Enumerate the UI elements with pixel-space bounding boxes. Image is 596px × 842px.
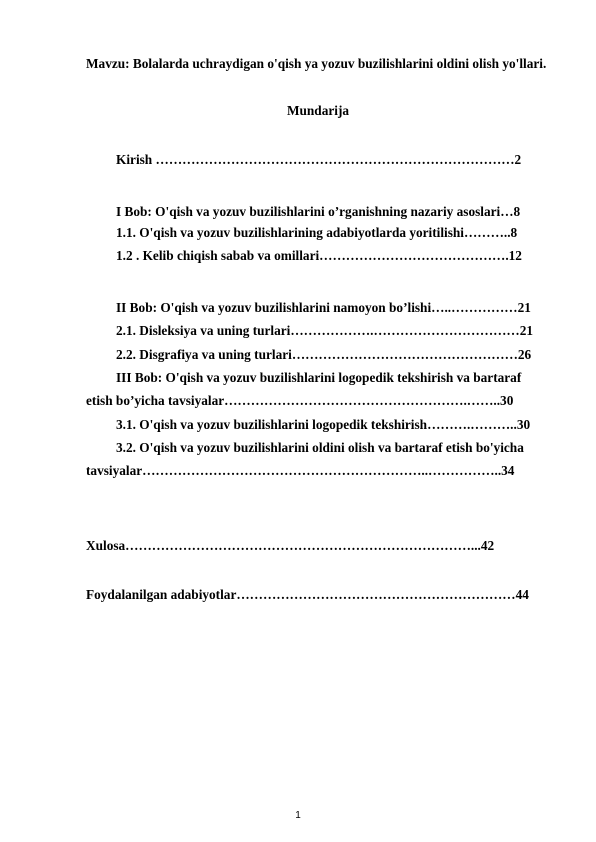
toc-entry-chapter-3-line-1: III Bob: O'qish va yozuv buzilishlarini logopedik tekshirish va bartaraf	[116, 370, 522, 385]
toc-entry-section-1-1: 1.1. O'qish va yozuv buzilishlarining adabiyotlarda yoritilishi………..8	[116, 225, 518, 240]
toc-entry-section-3-2-line-2: tavsiyalar………………………………………………………..……………..34	[86, 463, 515, 478]
document-topic: Mavzu: Bolalarda uchraydigan o'qish ya yozuv buzilishlarini oldini olish yo'llari.	[86, 56, 547, 71]
toc-entry-chapter-1: I Bob: O'qish va yozuv buzilishlarini o’rganishning nazariy asoslari…8	[116, 204, 521, 219]
toc-entry-section-2-1: 2.1. Disleksiya va uning turlari……………….……………………………21	[116, 323, 534, 338]
toc-entry-references: Foydalanilgan adabiyotlar………………………………………………………44	[86, 587, 529, 602]
toc-entry-chapter-3-line-2: etish bo’yicha tavsiyalar……………………………………………….……..30	[86, 393, 514, 408]
toc-entry-section-1-2: 1.2 . Kelib chiqish sabab va omillari…………………………………….12	[116, 248, 522, 263]
toc-entry-section-3-1: 3.1. O'qish va yozuv buzilishlarini logopedik tekshirish……….………..30	[116, 417, 531, 432]
toc-entry-xulosa: Xulosa……………………………………………………………………...42	[86, 538, 495, 553]
toc-entry-section-2-2: 2.2. Disgrafiya va uning turlari……………………………………………26	[116, 347, 532, 362]
toc-entry-chapter-2: II Bob: O'qish va yozuv buzilishlarini namoyon bo’lishi…..……………21	[116, 300, 531, 315]
table-of-contents-title: Mundarija	[286, 103, 350, 118]
toc-entry-section-3-2-line-1: 3.2. O'qish va yozuv buzilishlarini oldini olish va bartaraf etish bo'yicha	[116, 440, 524, 455]
page-number: 1	[295, 810, 301, 821]
toc-entry-kirish: Kirish ………………………………………………………………………2	[116, 152, 522, 167]
